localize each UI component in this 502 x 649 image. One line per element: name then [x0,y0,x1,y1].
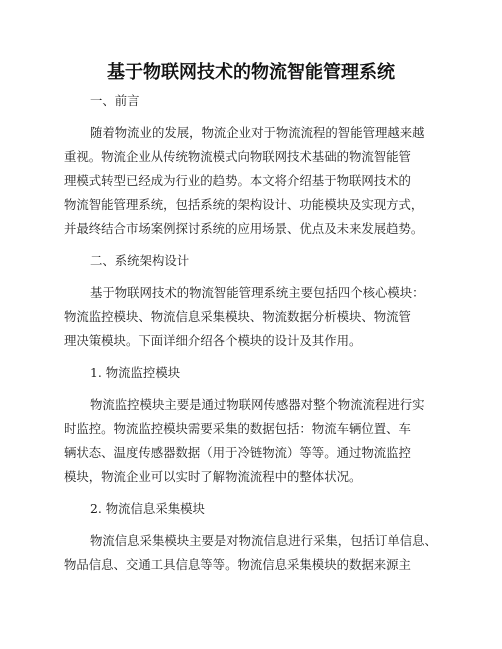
paragraph-line: 基于物联网技术的物流智能管理系统主要包括四个核心模块： [90,285,425,300]
paragraph-line: 物流监控模块主要是通过物联网传感器对整个物流流程进行实 [90,397,425,412]
section-heading-preface: 一、前言 [90,93,140,108]
section-heading-architecture: 二、系统架构设计 [90,253,190,268]
paragraph-line: 模块，物流企业可以实时了解物流流程中的整体状况。 [64,469,362,484]
paragraph-line: 理决策模块。下面详细介绍各个模块的设计及其作用。 [64,333,362,348]
paragraph-line: 理模式转型已经成为行业的趋势。本文将介绍基于物联网技术的 [64,173,411,188]
paragraph-line: 重视。物流企业从传统物流模式向物联网技术基础的物流智能管 [64,149,411,164]
paragraph-line: 物品信息、交通工具信息等等。物流信息采集模块的数据来源主 [64,557,411,572]
paragraph-line: 物流信息采集模块主要是对物流信息进行采集，包括订单信息、 [90,533,437,548]
paragraph-line: 物流监控模块、物流信息采集模块、物流数据分析模块、物流管 [64,309,411,324]
paragraph-line: 时监控。物流监控模块需要采集的数据包括：物流车辆位置、车 [64,421,411,436]
subsection-heading-info-collection: 2. 物流信息采集模块 [90,501,205,516]
document-title: 基于物联网技术的物流智能管理系统 [107,62,395,83]
subsection-heading-monitoring: 1. 物流监控模块 [90,365,181,380]
paragraph-line: 物流智能管理系统，包括系统的架构设计、功能模块及实现方式， [64,197,424,212]
paragraph-line: 并最终结合市场案例探讨系统的应用场景、优点及未来发展趋势。 [64,221,424,236]
paragraph-line: 辆状态、温度传感器数据（用于冷链物流）等等。通过物流监控 [64,445,411,460]
paragraph-line: 随着物流业的发展，物流企业对于物流流程的智能管理越来越 [90,125,425,140]
